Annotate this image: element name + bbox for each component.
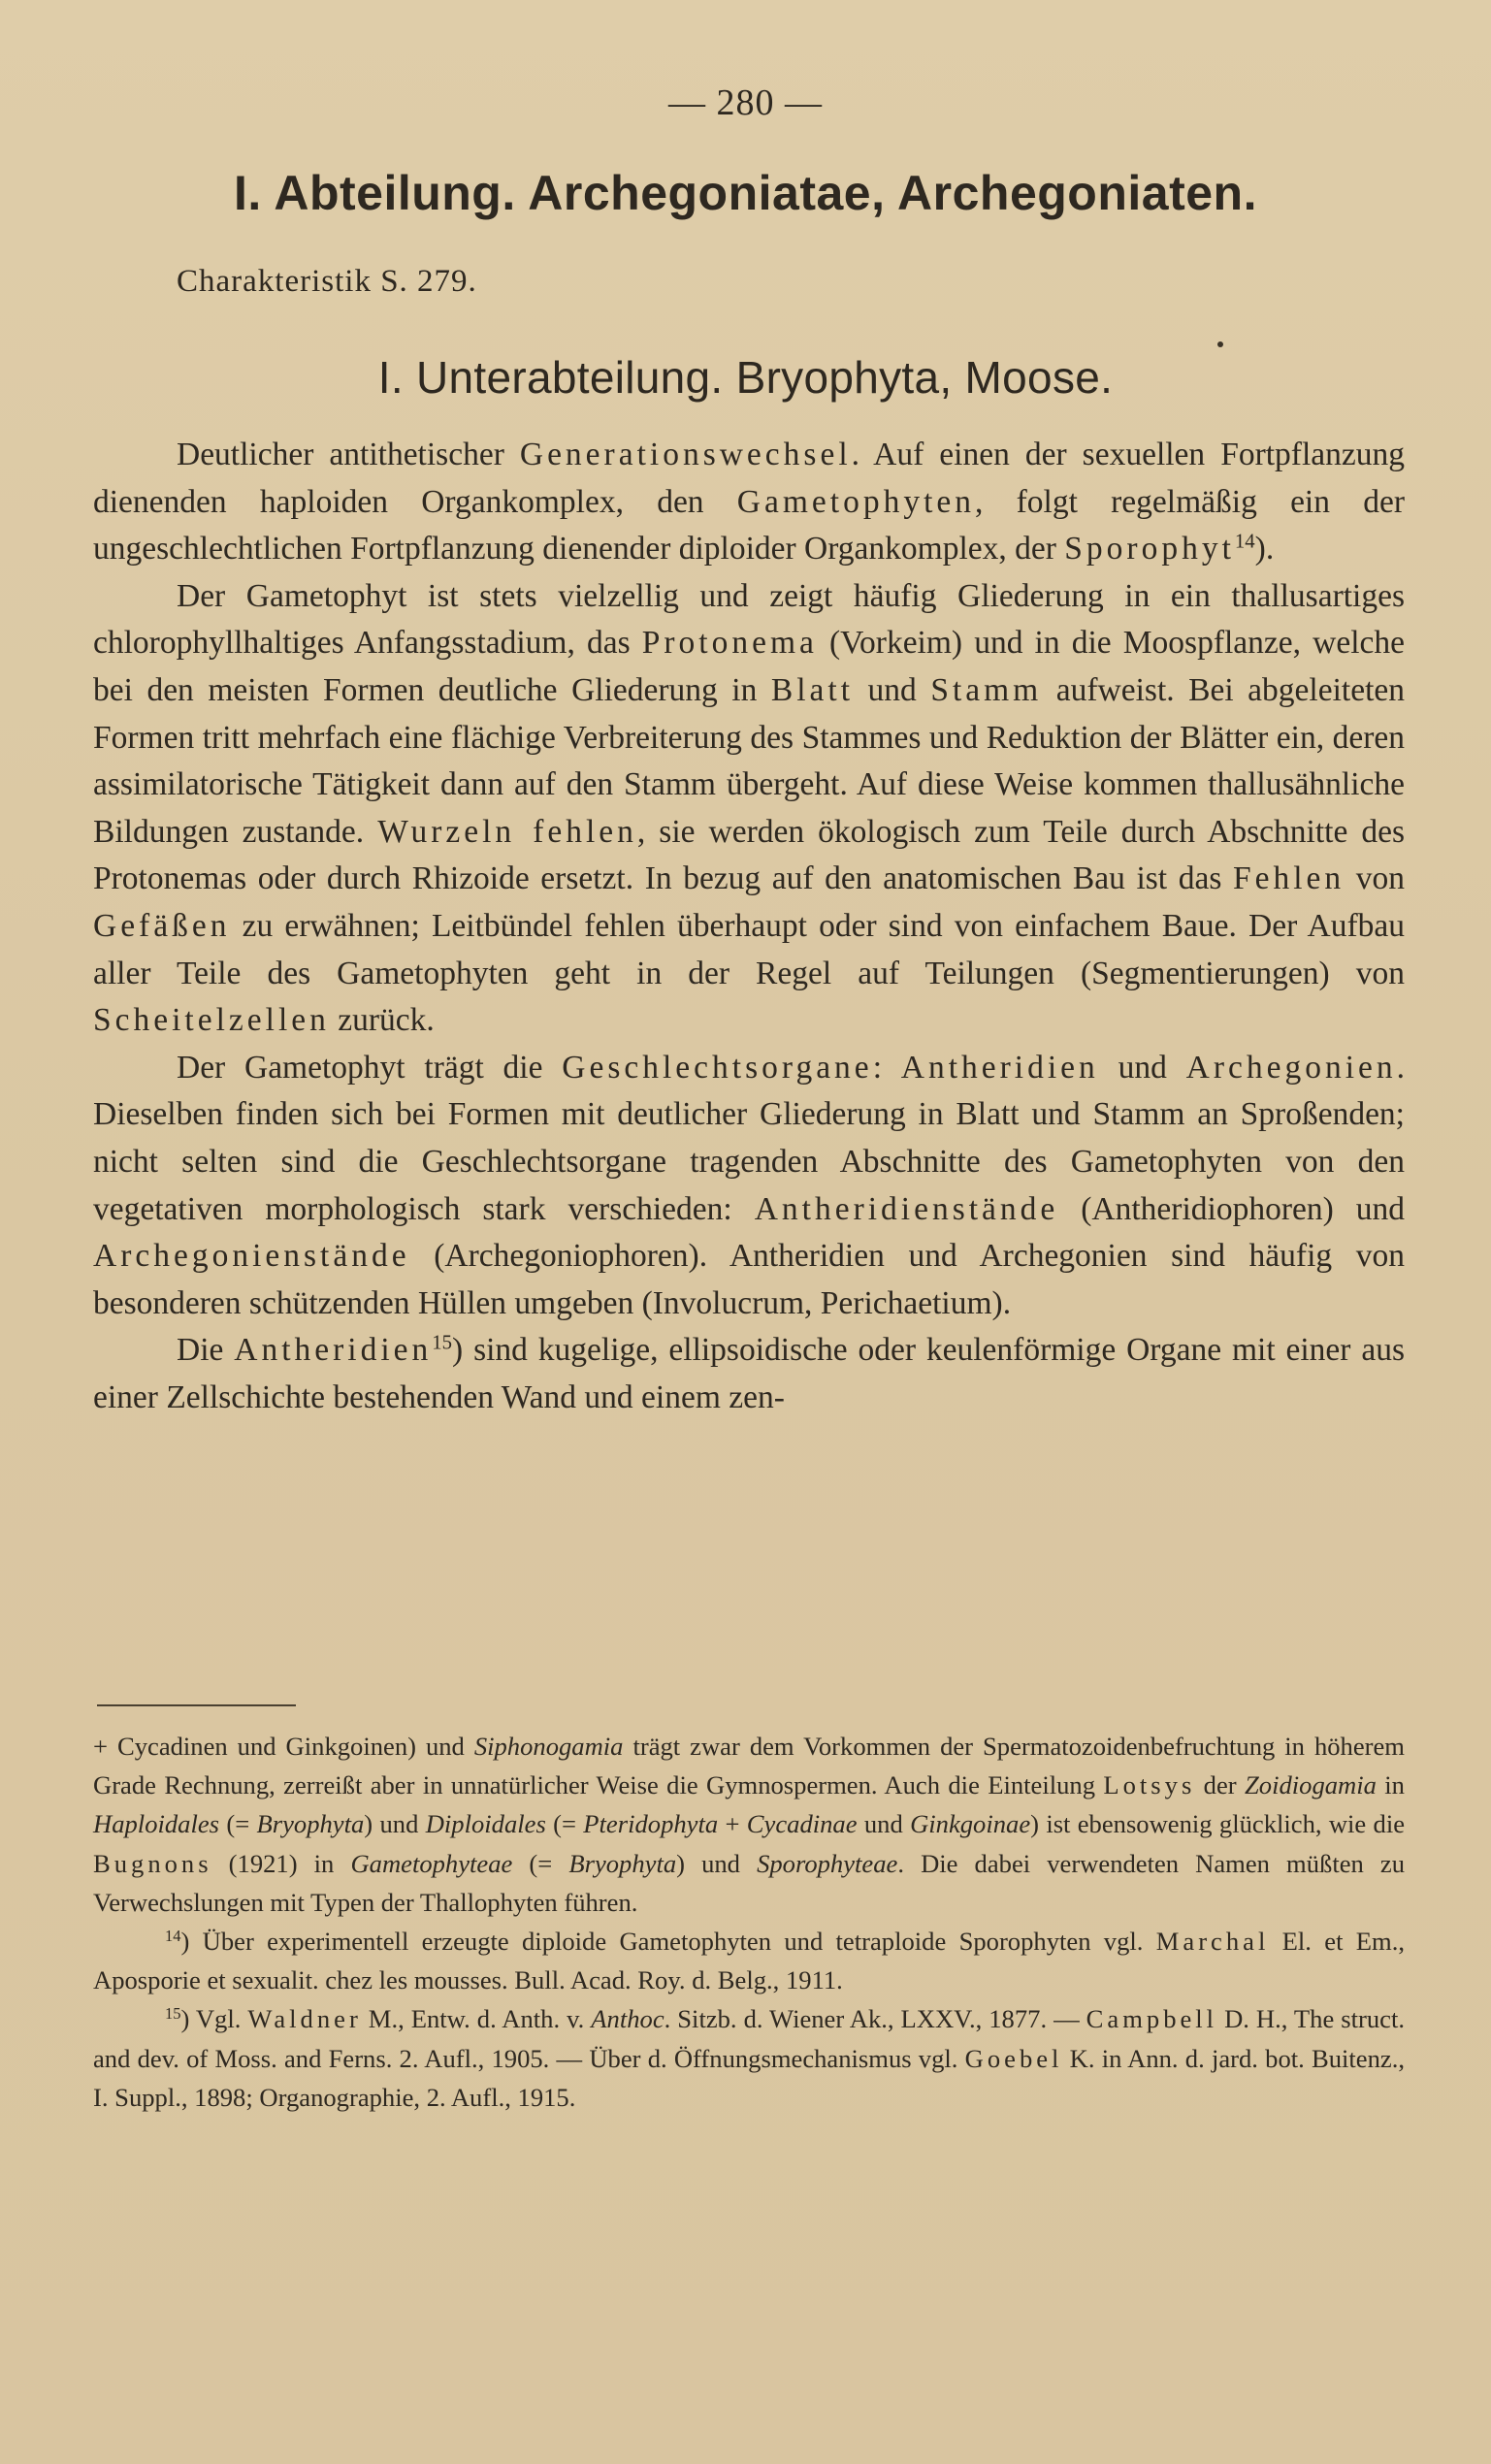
text-run: (Antheridiophoren) und (1058, 1190, 1405, 1227)
text-run: . Dieselben finden sich bei Formen mit deutlicher Gliederung in Blatt und Stamm an Sproßenden; nicht selten sind die Geschlechtsorgane tragenden Abschnitte des Gametophyten von den vegetativen morphologisch stark verschieden: (93, 1049, 1406, 1227)
text-run: . Die dabei verwendeten Namen müßten zu Verwechslungen mit Typen der Thallophyten führen. (93, 1848, 1406, 1917)
spaced-term: Antheridienstände (754, 1190, 1059, 1227)
italic-term: Siphonogamia (473, 1732, 624, 1761)
text-run: trägt zwar dem Vorkommen der Spermatozoidenbefruchtung in höherem Grade Rechnung, zerreißt aber in unnatürlicher Weise die Gymnospermen. Auch die Einteilung (93, 1732, 1405, 1800)
footnote-number: 15 (165, 2004, 181, 2024)
text-run: K. in Ann. d. jard. bot. Buitenz., I. Suppl., 1898; Organographie, 2. Aufl., 1915. (93, 2043, 1405, 2112)
italic-term: Bryophyta (568, 1848, 677, 1878)
page-number: — 280 — (668, 82, 823, 123)
text-run: + Cycadinen und Ginkgoinen) und (93, 1732, 474, 1761)
spaced-term: Gametophyten (736, 483, 976, 520)
text-run: ) und (364, 1809, 426, 1839)
text-run: Der Gametophyt trägt die (177, 1049, 563, 1086)
main-text (93, 432, 1405, 1421)
author-name: Lotsys (1103, 1770, 1196, 1800)
spaced-term: Archegonien (1185, 1049, 1397, 1086)
italic-term: Ginkgoinae (910, 1809, 1031, 1839)
footnote-14 (93, 1922, 1405, 1999)
footnote-ref-15: 15 (432, 1331, 453, 1354)
footnotes (93, 1727, 1405, 2117)
italic-term: Bryophyta (256, 1809, 365, 1839)
text-run: . Sitzb. d. Wiener Ak., LXXV., 1877. — (664, 2004, 1086, 2034)
text-run: El. et Em., Aposporie et sexualit. chez les mousses. Bull. Acad. Roy. d. Belg., 1911. (93, 1927, 1405, 1995)
author-name: Marchal (1155, 1927, 1270, 1957)
text-run: Deutlicher antithetischer (177, 437, 520, 472)
author-name: Bugnons (93, 1848, 212, 1878)
text-run: und (857, 1809, 911, 1839)
text-run: (Archegoniophoren). Antheridien und Archegonien sind häufig von besonderen schützenden Hüllen umgeben (Involucrum, Perichaetium). (93, 1238, 1405, 1321)
text-run: (= (512, 1848, 569, 1878)
italic-term: Pteridophyta (583, 1809, 719, 1839)
text-run: und (1098, 1049, 1186, 1086)
text-run: ) Über experimentell erzeugte diploide Gametophyten und tetraploide Sporophyten vgl. (180, 1927, 1156, 1957)
author-name: Waldner (247, 2004, 362, 2034)
spaced-term: Wurzeln fehlen (377, 813, 637, 850)
text-run: in (1376, 1770, 1405, 1800)
print-speck (1217, 341, 1223, 347)
spaced-term: Blatt (770, 671, 855, 708)
footnote-continuation (93, 1727, 1405, 1922)
italic-term: Cycadinae (746, 1809, 858, 1839)
text-run: Die (177, 1332, 235, 1369)
footnote-ref-14: 14 (1234, 530, 1255, 553)
paragraph-1 (93, 432, 1405, 573)
paragraph-4 (93, 1327, 1405, 1421)
text-run: . Auf einen der sexuellen Fortpflanzung dienenden haploiden Organkomplex, den (93, 437, 1405, 520)
italic-term: Zoidiogamia (1244, 1770, 1377, 1800)
text-run: und (854, 671, 931, 708)
italic-term: Anthoc (591, 2004, 664, 2034)
spaced-term: Fehlen (1232, 860, 1345, 897)
text-run: (Vorkeim) und in die Moospflanze, welche bei den meisten Formen deutliche Gliederung in (93, 625, 1405, 708)
text-run: M., Entw. d. Anth. v. (361, 2004, 592, 2034)
footnote-number: 14 (165, 1926, 181, 1945)
footnote-15 (93, 1999, 1405, 2117)
text-run: aufweist. Bei abgeleiteten Formen tritt mehrfach eine flächige Verbreiterung des Stammes und Reduktion der Blätter ein, deren assimilatorische Tätigkeit dann auf den Stamm übergeht. Auf diese Weise kommen thallusähnliche Bildungen zustande. (93, 671, 1406, 850)
text-run: Der Gametophyt ist stets vielzellig und zeigt häufig Gliederung in ein thallusartiges chlorophyllhaltiges Anfangsstadium, das (93, 577, 1405, 662)
text-run: ). (1254, 531, 1275, 567)
text-run: D. H., The struct. and dev. of Moss. and Ferns. 2. Aufl., 1905. — Über d. Öffnungsmechanismus vgl. (93, 2004, 1405, 2073)
characteristic-reference: Charakteristik S. 279. (177, 264, 477, 299)
author-name: Goebel (964, 2043, 1063, 2073)
spaced-term: Sporophyt (1064, 531, 1235, 567)
text-run: zu erwähnen; Leitbündel fehlen überhaupt oder sind von einfachem Baue. Der Aufbau aller Teile des Gametophyten geht in der Regel auf Teilungen (Segmentierungen) von (93, 907, 1405, 991)
paragraph-2 (93, 573, 1405, 1045)
spaced-term: Scheitelzellen (93, 1002, 330, 1039)
text-run: (1921) in (211, 1848, 351, 1878)
spaced-term: Archegonienstände (93, 1238, 410, 1275)
text-run: ) ist ebensowenig glücklich, wie die (1030, 1809, 1406, 1839)
text-run: von (1345, 860, 1405, 897)
text-run: + (718, 1809, 747, 1839)
italic-term: Haploidales (93, 1809, 220, 1839)
author-name: Campbell (1086, 2004, 1218, 2034)
text-run: ) sind kugelige, ellipsoidische oder keulenförmige Organe mit einer aus einer Zellschichte bestehenden Wand und einem zen- (93, 1332, 1405, 1415)
text-run: zurück. (329, 1002, 435, 1039)
spaced-term: Stamm (930, 671, 1043, 708)
spaced-term: Antheridien (900, 1049, 1099, 1086)
text-run: (= (219, 1809, 257, 1839)
spaced-term: Antheridien (234, 1332, 433, 1369)
italic-term: Diploidales (425, 1809, 546, 1839)
text-run: , folgt regelmäßig ein der ungeschlechtlichen Fortpflanzung dienender diploider Organkomplex, der (93, 483, 1405, 567)
spaced-term: Geschlechtsorgane (562, 1049, 873, 1086)
text-run: der (1195, 1770, 1245, 1800)
italic-term: Sporophyteae (757, 1848, 898, 1878)
subsection-title: I. Unterabteilung. Bryophyta, Moose. (377, 352, 1114, 403)
spaced-term: Generationswechsel (519, 437, 852, 472)
text-run: , sie werden ökologisch zum Teile durch Abschnitte des Protonemas oder durch Rhizoide ersetzt. In bezug auf den anatomischen Bau ist das (93, 813, 1406, 897)
text-run: (= (545, 1809, 584, 1839)
italic-term: Gametophyteae (350, 1848, 513, 1878)
text-run: ) Vgl. (180, 2004, 248, 2034)
spaced-term: Gefäßen (93, 907, 231, 944)
text-run: ) und (676, 1848, 758, 1878)
spaced-term: Protonema (641, 625, 818, 662)
section-title: I. Abteilung. Archegoniatae, Archegoniaten. (234, 166, 1257, 220)
footnote-divider (97, 1704, 296, 1706)
text-run: : (872, 1049, 901, 1086)
paragraph-3 (93, 1045, 1405, 1328)
